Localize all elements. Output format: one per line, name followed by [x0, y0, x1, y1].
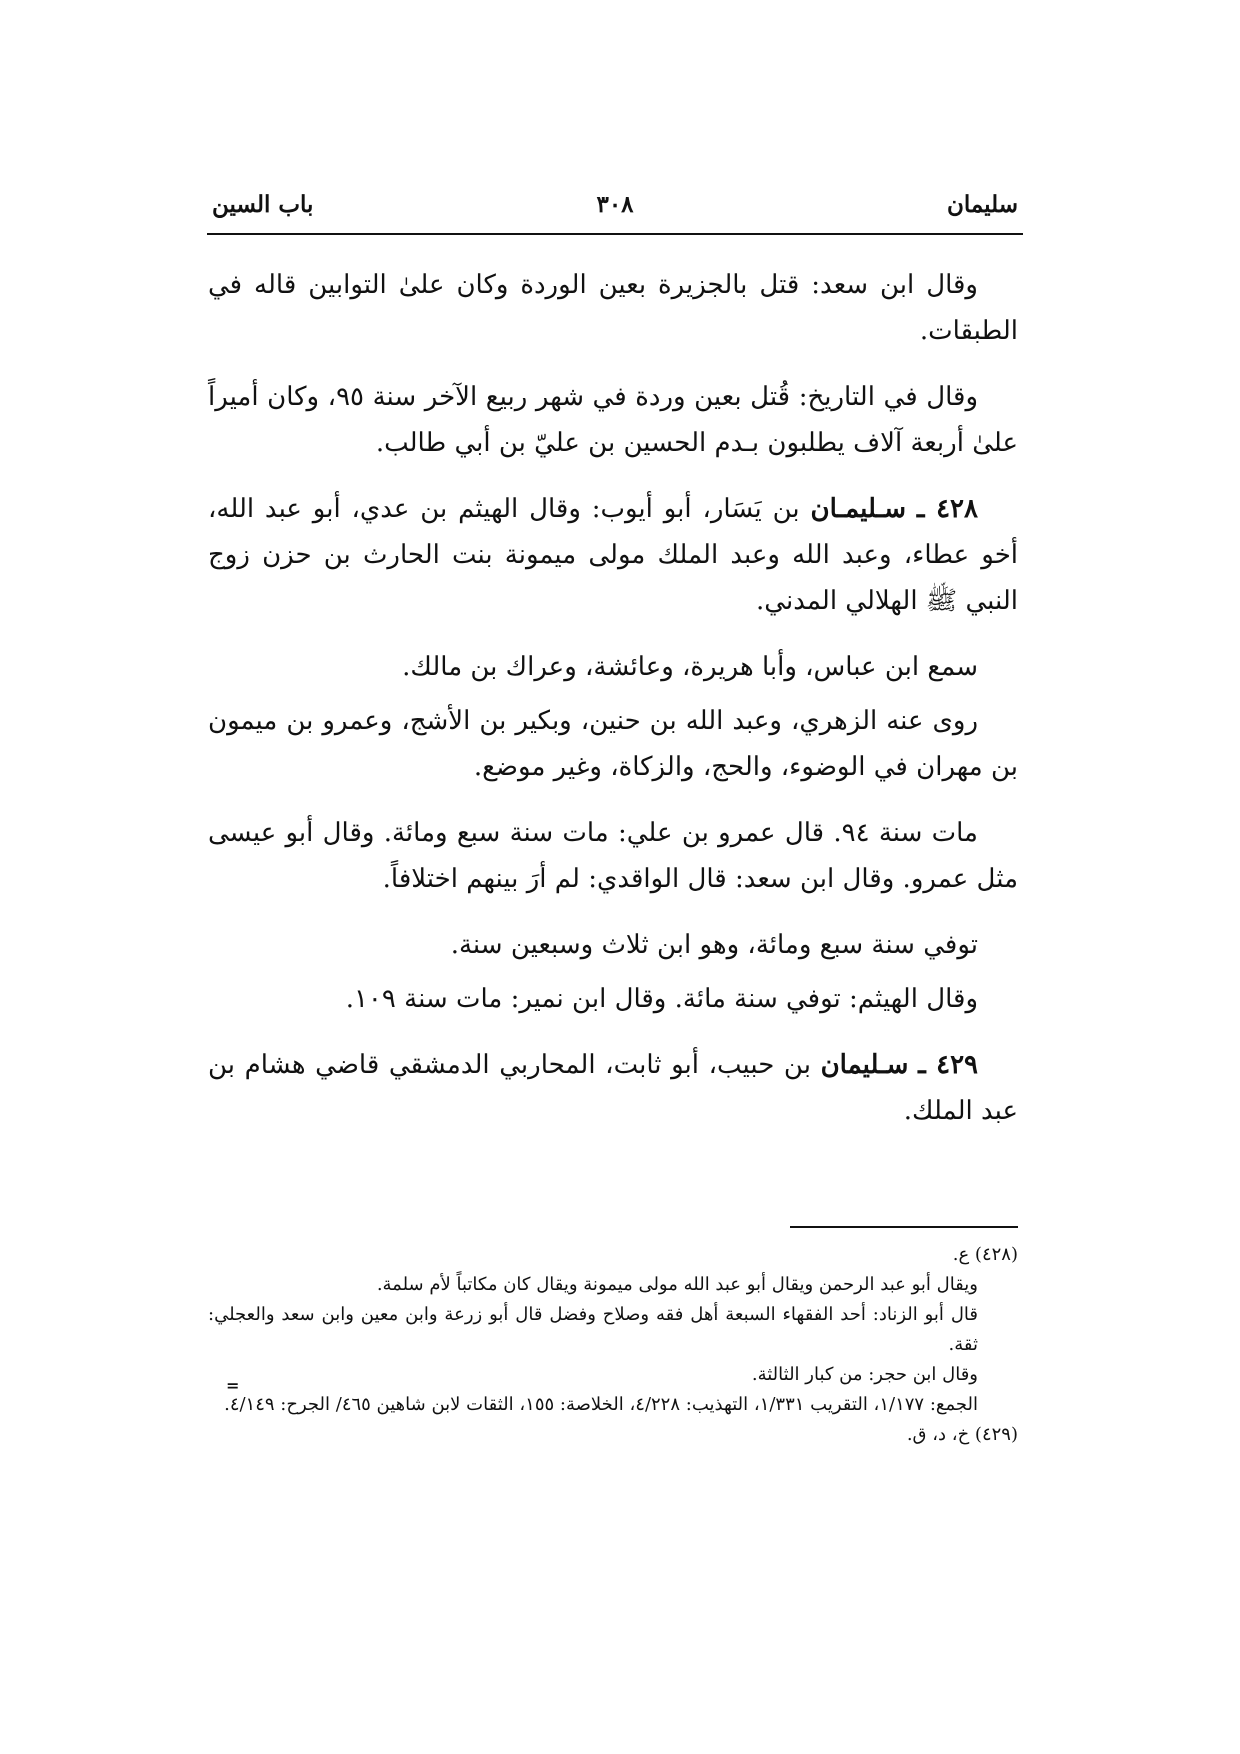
running-header: [212, 190, 1018, 230]
entry-name-429: سـليمان: [820, 1050, 909, 1080]
entry-number-429: ٤٢٩ ـ: [918, 1050, 979, 1080]
footnote-divider: [790, 1226, 1018, 1228]
footnote-line: وقال ابن حجر: من كبار الثالثة.: [751, 1364, 978, 1385]
footnote-line: ويقال أبو عبد الرحمن ويقال أبو عبد الله مولى ميمونة ويقال كان مكاتباً لأم سلمة.: [376, 1274, 978, 1295]
main-text: [208, 262, 1018, 1154]
paragraph-death-age: توفي سنة سبع ومائة، وهو ابن ثلاث وسبعين سنة.: [450, 930, 978, 960]
header-entry-name: سليمان: [946, 191, 1018, 218]
entry-text-429: بن حبيب، أبو ثابت، المحاربي الدمشقي قاضي هشام بن عبد الملك.: [208, 1050, 1018, 1126]
paragraph-narrated-by: روى عنه الزهري، وعبد الله بن حنين، وبكير بن الأشج، وعمرو بن ميمون بن مهران في الوضوء، والحج، والزكاة، وغير موضع.: [208, 706, 1018, 782]
footnote-428-ref: (٤٢٨) ع.: [952, 1244, 1018, 1265]
page-number: ٣٠٨: [596, 191, 634, 218]
paragraph-heard-from: سمع ابن عباس، وأبا هريرة، وعائشة، وعراك بن مالك.: [402, 652, 978, 682]
header-divider: [207, 233, 1023, 235]
page-mark: =: [226, 1376, 240, 1395]
header-chapter-title: باب السين: [212, 191, 314, 218]
footnote-line: الجمع: ١/١٧٧، التقريب ١/٣٣١، التهذيب: ٤/٢٢٨، الخلاصة: ١٥٥، الثقات لابن شاهين ٤٦٥/ الجرح: ٤/١٤٩.: [224, 1394, 978, 1415]
entry-429: [208, 1042, 1018, 1134]
paragraph-haytham: وقال الهيثم: توفي سنة مائة. وقال ابن نمير: مات سنة ١٠٩.: [345, 984, 978, 1014]
paragraph-1: وقال ابن سعد: قتل بالجزيرة بعين الوردة وكان علىٰ التوابين قاله في الطبقات.: [208, 270, 1018, 346]
entry-428: [208, 486, 1018, 624]
footnotes: [208, 1240, 1018, 1450]
entry-text-428: بن يَسَار، أبو أيوب: وقال الهيثم بن عدي، أبو عبد الله، أخو عطاء، وعبد الله وعبد الملك مولى ميمونة بنت الحارث بن حزن زوج النبي ﷺ الهلالي المدني.: [208, 494, 1018, 616]
paragraph-death: مات سنة ٩٤. قال عمرو بن علي: مات سنة سبع ومائة. وقال أبو عيسى مثل عمرو. وقال ابن سعد: قال الواقدي: لم أرَ بينهم اختلافاً.: [208, 818, 1018, 894]
entry-number-428: ٤٢٨ ـ: [916, 494, 978, 524]
entry-name-428: سـليمـان: [810, 494, 906, 524]
paragraph-2: وقال في التاريخ: قُتل بعين وردة في شهر ربيع الآخر سنة ٩٥، وكان أميراً علىٰ أربعة آلاف يطلبون بـدم الحسين بن عليّ بن أبي طالب.: [208, 382, 1018, 458]
footnote-line: قال أبو الزناد: أحد الفقهاء السبعة أهل فقه وصلاح وفضل قال أبو زرعة وابن معين وابن سعد والعجلي: ثقة.: [208, 1304, 978, 1355]
footnote-429-ref: (٤٢٩) خ، د، ق.: [906, 1424, 1018, 1445]
